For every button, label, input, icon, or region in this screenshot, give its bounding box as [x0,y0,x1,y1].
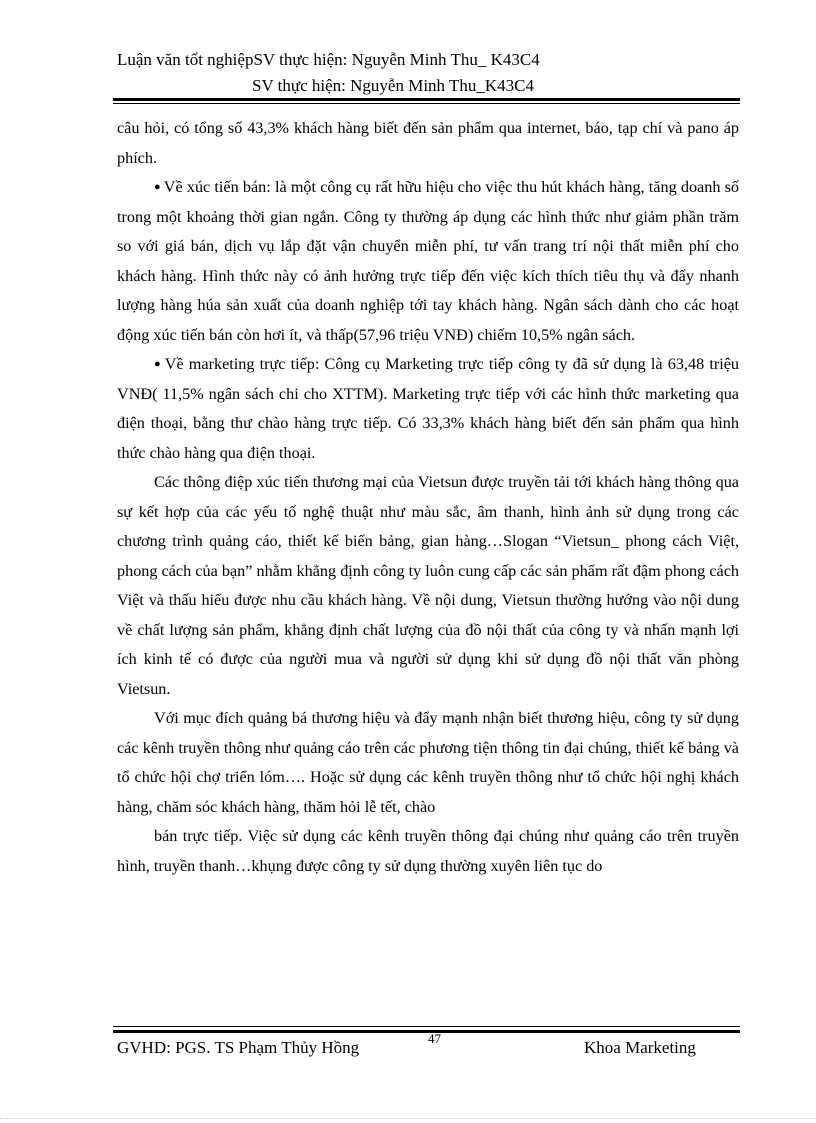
paragraph: Các thông điệp xúc tiến thương mại của Vietsun được truyền tải tới khách hàng thông qua sự kết hợp của các yếu tố nghệ thuật như màu sắc, âm thanh, hình ảnh sử dụng trong các chương trình quảng cáo, thiết kế biển bảng, gian hàng…Slogan “Vietsun_ phong cách Việt, phong cách của bạn” nhằm khẳng định công ty luôn cung cấp các sản phẩm rất đậm phong cách Việt và thấu hiểu được nhu cầu khách hàng. Về nội dung, Vietsun thường hướng vào nội dung về chất lượng sản phẩm, khẳng định chất lượng của đồ nội thất của công ty và nhấn mạnh lợi ích kinh tế có được của người mua và người sử dụng khi sử dụng đồ nội thất văn phòng Vietsun. [117,473,739,698]
header-title-line: Luận văn tốt nghiệpSV thực hiện: Nguyễn Minh Thu_ K43C4 [117,50,540,69]
bullet-paragraph [117,350,739,468]
bullet-text: Về marketing trực tiếp: Công cụ Marketing trực tiếp công ty đã sử dụng là 63,48 triệu VNĐ( 11,5% ngân sách chi cho XTTM). Marketing trực tiếp với các hình thức marketing qua điện thoại, bằng thư chào hàng trực tiếp. Có 33,3% khách hàng biết đến sản phẩm qua hình thức chào hàng qua điện thoại. [117,355,739,462]
body-text [117,114,739,881]
footer-department: Khoa Marketing [584,1038,696,1057]
paragraph: bán trực tiếp. Việc sử dụng các kênh truyền thông đại chúng như quảng cáo trên truyền hình, truyền thanh…khụng được công ty sử dụng thường xuyên liên tục do [117,827,739,875]
header-rule-thick [113,98,740,101]
footer-rule-thick [113,1030,740,1033]
bullet-text: Về xúc tiến bán: là một công cụ rất hữu hiệu cho việc thu hút khách hàng, tăng doanh số trong một khoảng thời gian ngắn. Công ty thường áp dụng các hình thức như giảm phần trăm so với giá bán, dịch vụ lắp đặt vận chuyển miễn phí, tư vấn trang trí nội thất miễn phí cho khách hàng. Hình thức này có ảnh hưởng trực tiếp đến việc kích thích tiêu thụ và đẩy nhanh lượng hàng húa sản xuất của doanh nghiệp tới tay khách hàng. Ngân sách dành cho các hoạt động xúc tiến bán còn hơi ít, và thấp(57,96 triệu VNĐ) chiếm 10,5% ngân sách. [117,178,739,344]
bullet-icon: ● [154,358,162,370]
bullet-icon: ● [154,181,161,193]
footer-supervisor: GVHD: PGS. TS Phạm Thủy Hồng [117,1038,360,1057]
header-rule-thin [113,103,740,104]
header-author-line: SV thực hiện: Nguyễn Minh Thu_K43C4 [252,76,535,95]
paragraph: Với mục đích quảng bá thương hiệu và đẩy mạnh nhận biết thương hiệu, công ty sử dụng các kênh truyền thông như quảng cáo trên các phương tiện thông tin đại chúng, thiết kế bảng và tổ chức hội chợ triển lóm…. Hoặc sử dụng các kênh truyền thông như tổ chức hội nghị khách hàng, chăm sóc khách hàng, thăm hỏi lễ tết, chào [117,709,739,816]
page-edge-divider [0,1118,816,1119]
paragraph: câu hỏi, có tổng số 43,3% khách hàng biết đến sản phẩm qua internet, báo, tạp chí và pano áp phích. [117,119,739,167]
bullet-paragraph [117,173,739,350]
page-number: 47 [428,1031,441,1046]
footer-rule-thin [113,1026,740,1027]
